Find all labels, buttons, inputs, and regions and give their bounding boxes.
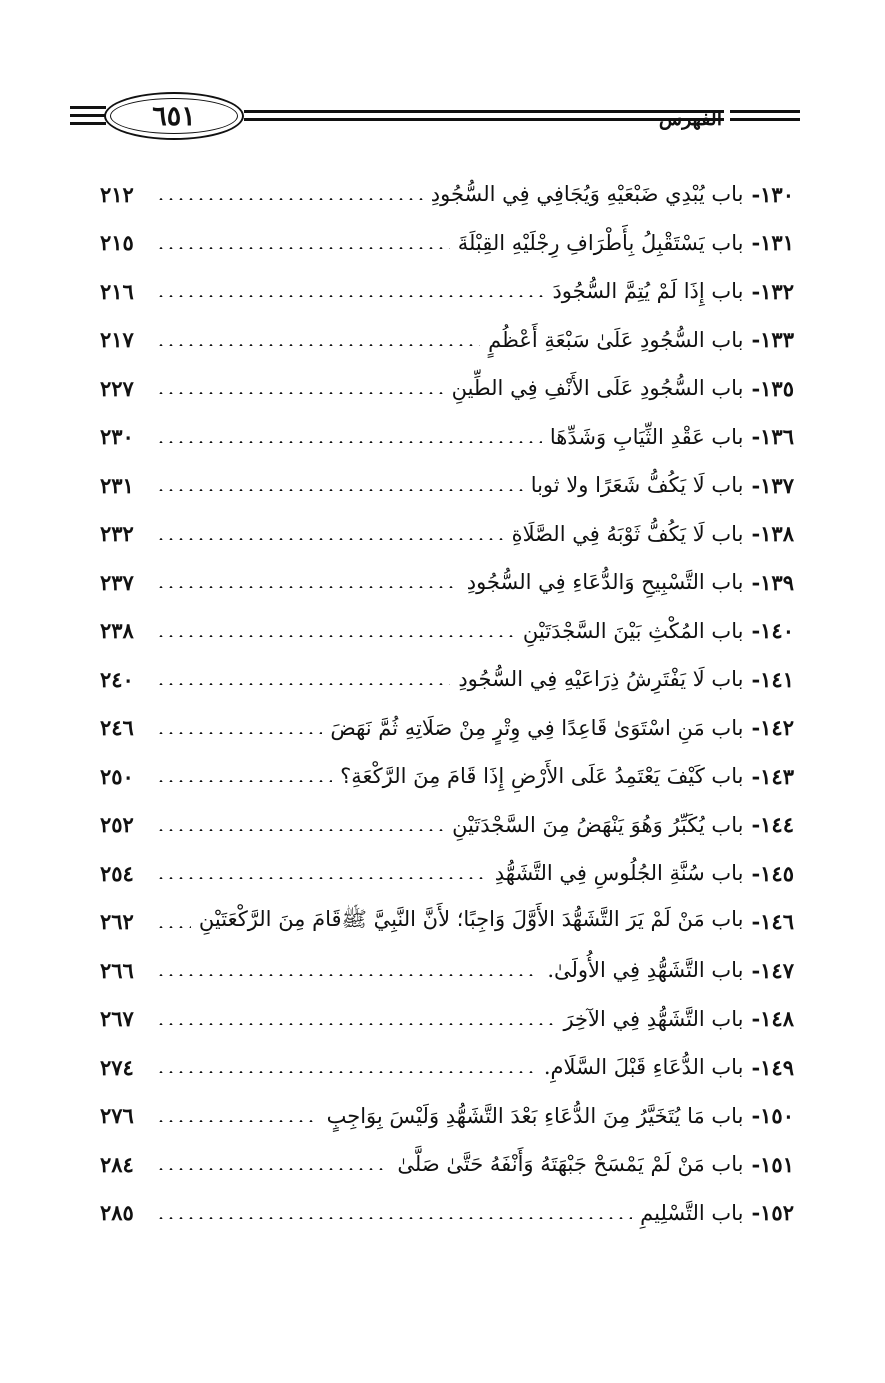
entry-page-number: ٢١٧ [100,327,134,353]
dot-leader [156,877,487,879]
entry-title: باب التَّسْبِيحِ وَالدُّعَاءِ فِي السُّجُودِ [466,570,744,595]
entry-title: باب مَنْ لَمْ يَمْسَحْ جَبْهَتَهُ وَأَنْفَهُ حَتَّىٰ صَلَّىٰ [397,1152,744,1177]
page-number: ٦٥١ [152,100,196,132]
toc-entry [100,267,794,316]
dot-leader [156,198,423,200]
entry-page-number: ٢٧٤ [100,1054,134,1080]
entry-title: باب إِذَا لَمْ يُتِمَّ السُّجُودَ [552,279,744,304]
toc-entry [100,1189,794,1238]
entry-page-number: ٢٥٢ [100,812,134,838]
entry-page-number: ٢٣٠ [100,424,134,450]
dot-leader [156,732,322,734]
toc-entry [100,413,794,462]
entry-number: ١٤٧- [751,957,794,983]
entry-title: باب الدُّعَاءِ قَبْلَ السَّلَامِ. [543,1055,744,1080]
entry-number: ١٤٤- [751,812,794,838]
entry-page-number: ٢١٢ [100,181,134,207]
entry-title: باب المُكْثِ بَيْنَ السَّجْدَتَيْنِ [522,618,744,643]
dot-leader [156,538,504,540]
entry-page-number: ٢٨٤ [100,1151,134,1177]
toc-entry [100,558,794,607]
entry-page-number: ٢٣١ [100,472,134,498]
entry-number: ١٥١- [751,1151,794,1177]
dot-leader [156,344,480,346]
dot-leader [156,1217,632,1219]
entry-title: باب مَا يُتَخَيَّرُ مِنَ الدُّعَاءِ بَعْدَ التَّشَهُّدِ وَلَيْسَ بِوَاجِبٍ [326,1103,744,1128]
header-rule-middle [244,110,724,113]
entry-number: ١٣٦- [751,424,794,450]
entry-page-number: ٢٦٧ [100,1006,134,1032]
dot-leader [156,1168,389,1170]
entry-number: ١٣٩- [751,569,794,595]
entry-title: باب مَنْ لَمْ يَرَ التَّشَهُّدَ الأَوَّلَ وَاجِبًا؛ لأَنَّ النَّبِيَّ ﷺقَامَ مِنَ الرَّكْعَتَيْنِ [198,907,744,932]
entry-number: ١٣١- [751,230,794,256]
entry-page-number: ٢٣٧ [100,569,134,595]
dot-leader [156,829,444,831]
dot-leader [156,1071,536,1073]
toc-entry [100,898,794,947]
entry-number: ١٤٨- [751,1006,794,1032]
entry-number: ١٥٢- [751,1200,794,1226]
dot-leader [156,635,515,637]
dot-leader [156,392,444,394]
entry-number: ١٤٢- [751,715,794,741]
table-of-contents [100,170,794,1237]
header-rule-left [70,114,106,117]
dot-leader [156,974,539,976]
entry-page-number: ٢١٥ [100,230,134,256]
toc-entry [100,849,794,898]
entry-title: باب التَّسْلِيمِ [640,1200,744,1225]
toc-entry [100,364,794,413]
entry-title: باب السُّجُودِ عَلَىٰ سَبْعَةِ أَعْظُمٍ [488,327,744,352]
entry-title: باب لَا يَكُفُّ ثَوْبَهُ فِي الصَّلَاةِ [511,521,744,546]
dot-leader [156,586,459,588]
dot-leader [156,1023,555,1025]
toc-entry [100,461,794,510]
entry-page-number: ٢٧٦ [100,1103,134,1129]
entry-page-number: ٢٣٢ [100,521,134,547]
toc-entry [100,655,794,704]
dot-leader [156,247,450,249]
header-rule-left [70,122,106,125]
entry-number: ١٤٣- [751,763,794,789]
header-rule-middle [244,118,724,121]
toc-entry [100,946,794,995]
entry-number: ١٤٠- [751,618,794,644]
entry-page-number: ٢٣٨ [100,618,134,644]
entry-number: ١٣٣- [751,327,794,353]
dot-leader [156,489,523,491]
dot-leader [156,441,542,443]
header-rule-left [70,106,106,109]
entry-title: باب لَا يَفْتَرِشُ ذِرَاعَيْهِ فِي السُّجُودِ [458,667,744,692]
toc-entry [100,316,794,365]
toc-entry [100,752,794,801]
dot-leader [156,780,332,782]
toc-entry [100,510,794,559]
toc-entry [100,1140,794,1189]
entry-page-number: ٢٥٠ [100,763,134,789]
entry-page-number: ٢٨٥ [100,1200,134,1226]
toc-entry [100,219,794,268]
entry-page-number: ٢٦٦ [100,957,134,983]
toc-entry [100,170,794,219]
entry-title: باب التَّشَهُّدِ فِي الأُولَىٰ. [547,958,744,983]
entry-number: ١٣٠- [751,181,794,207]
entry-title: باب التَّشَهُّدِ فِي الآخِرَ [563,1006,744,1031]
toc-entry [100,704,794,753]
entry-page-number: ٢٤٠ [100,666,134,692]
entry-number: ١٣٢- [751,278,794,304]
entry-page-number: ٢٢٧ [100,375,134,401]
entry-page-number: ٢١٦ [100,278,134,304]
entry-title: باب لَا يَكُفُّ شَعَرًا ولا ثوبا [530,473,744,498]
entry-title: باب سُنَّةِ الجُلُوسِ فِي التَّشَهُّدِ [494,861,744,886]
entry-title: باب كَيْفَ يَعْتَمِدُ عَلَى الأَرْضِ إِذَا قَامَ مِنَ الرَّكْعَةِ؟ [340,764,744,789]
entry-number: ١٤٩- [751,1054,794,1080]
entry-page-number: ٢٤٦ [100,715,134,741]
entry-number: ١٣٥- [751,375,794,401]
header-rule-right [730,110,800,113]
entry-number: ١٤١- [751,666,794,692]
entry-number: ١٥٠- [751,1103,794,1129]
toc-entry [100,1092,794,1141]
toc-entry [100,607,794,656]
dot-leader [156,926,191,928]
entry-title: باب يُكَبِّرُ وَهُوَ يَنْهَضُ مِنَ السَّجْدَتَيْنِ [452,812,744,837]
toc-entry [100,995,794,1044]
entry-page-number: ٢٥٤ [100,860,134,886]
entry-number: ١٤٦- [751,909,794,935]
dot-leader [156,1120,319,1122]
entry-title: باب عَقْدِ الثِّيَابِ وَشَدِّهَا [549,424,744,449]
page-number-oval [104,92,244,140]
dot-leader [156,683,450,685]
header-title: الفهرس [658,108,722,130]
dot-leader [156,295,544,297]
toc-entry [100,801,794,850]
entry-title: باب السُّجُودِ عَلَى الأَنْفِ فِي الطِّينِ [451,376,744,401]
entry-number: ١٤٥- [751,860,794,886]
entry-title: باب مَنِ اسْتَوَىٰ قَاعِدًا فِي وِتْرٍ مِنْ صَلَاتِهِ ثُمَّ نَهَضَ [330,715,744,740]
entry-number: ١٣٧- [751,472,794,498]
header-rule-right [730,118,800,121]
entry-title: باب يُبْدِي ضَبْعَيْهِ وَيُجَافِي فِي السُّجُودِ [430,182,744,207]
toc-entry [100,1043,794,1092]
entry-page-number: ٢٦٢ [100,909,134,935]
entry-title: باب يَسْتَقْبِلُ بِأَطْرَافِ رِجْلَيْهِ القِبْلَةَ [457,230,744,255]
page-header [70,92,800,144]
entry-number: ١٣٨- [751,521,794,547]
